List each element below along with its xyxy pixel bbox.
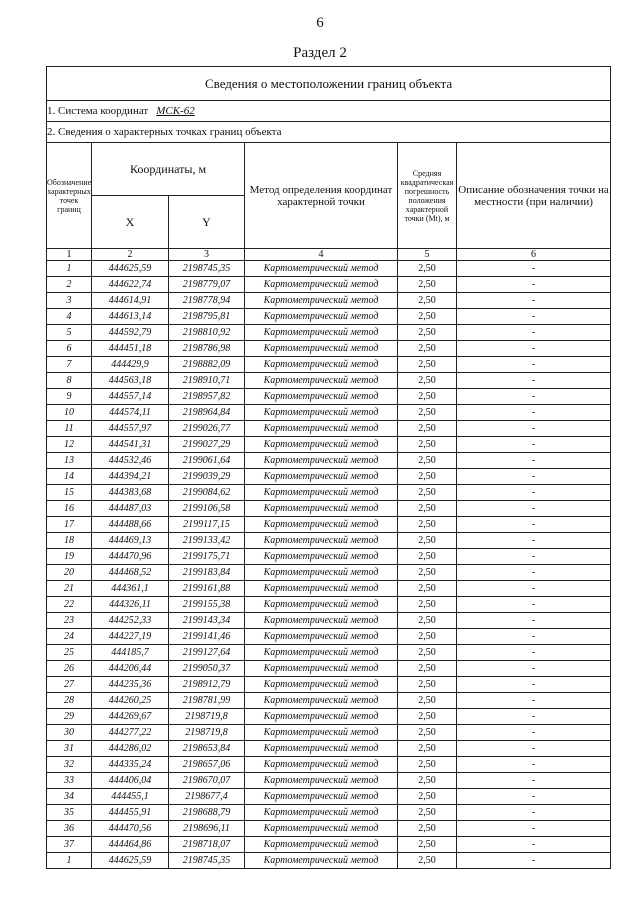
accuracy: 2,50 bbox=[398, 597, 457, 613]
header-point-label: Обозначение характерных точек границ bbox=[47, 143, 92, 249]
description: - bbox=[457, 357, 611, 373]
coord-x: 444563,18 bbox=[92, 373, 169, 389]
table-row bbox=[47, 629, 611, 645]
point-number: 20 bbox=[47, 565, 92, 581]
point-number: 33 bbox=[47, 773, 92, 789]
coord-x: 444326,11 bbox=[92, 597, 169, 613]
point-number: 19 bbox=[47, 549, 92, 565]
accuracy: 2,50 bbox=[398, 789, 457, 805]
coord-y: 2199127,64 bbox=[169, 645, 245, 661]
coord-x: 444614,91 bbox=[92, 293, 169, 309]
method: Картометрический метод bbox=[245, 469, 398, 485]
method: Картометрический метод bbox=[245, 549, 398, 565]
coord-x: 444532,46 bbox=[92, 453, 169, 469]
coord-x: 444286,02 bbox=[92, 741, 169, 757]
accuracy: 2,50 bbox=[398, 437, 457, 453]
method: Картометрический метод bbox=[245, 693, 398, 709]
point-number: 21 bbox=[47, 581, 92, 597]
coord-x: 444557,14 bbox=[92, 389, 169, 405]
table-row bbox=[47, 437, 611, 453]
table-row bbox=[47, 661, 611, 677]
table-row bbox=[47, 805, 611, 821]
description: - bbox=[457, 597, 611, 613]
method: Картометрический метод bbox=[245, 405, 398, 421]
method: Картометрический метод bbox=[245, 677, 398, 693]
description: - bbox=[457, 677, 611, 693]
point-number: 31 bbox=[47, 741, 92, 757]
coord-y: 2199175,71 bbox=[169, 549, 245, 565]
coord-x: 444470,56 bbox=[92, 821, 169, 837]
point-number: 35 bbox=[47, 805, 92, 821]
accuracy: 2,50 bbox=[398, 325, 457, 341]
coord-x: 444335,24 bbox=[92, 757, 169, 773]
table-row bbox=[47, 581, 611, 597]
coord-x: 444592,79 bbox=[92, 325, 169, 341]
method: Картометрический метод bbox=[245, 853, 398, 869]
point-number: 5 bbox=[47, 325, 92, 341]
table-row bbox=[47, 405, 611, 421]
coord-y: 2199050,37 bbox=[169, 661, 245, 677]
coord-x: 444574,11 bbox=[92, 405, 169, 421]
point-number: 36 bbox=[47, 821, 92, 837]
point-number: 15 bbox=[47, 485, 92, 501]
point-number: 29 bbox=[47, 709, 92, 725]
coord-y: 2198912,79 bbox=[169, 677, 245, 693]
coord-y: 2199141,46 bbox=[169, 629, 245, 645]
method: Картометрический метод bbox=[245, 485, 398, 501]
coord-y: 2199143,34 bbox=[169, 613, 245, 629]
coord-y: 2198696,11 bbox=[169, 821, 245, 837]
method: Картометрический метод bbox=[245, 805, 398, 821]
table-row bbox=[47, 469, 611, 485]
method: Картометрический метод bbox=[245, 773, 398, 789]
coord-y: 2198795,81 bbox=[169, 309, 245, 325]
method: Картометрический метод bbox=[245, 293, 398, 309]
table-row bbox=[47, 613, 611, 629]
coord-x: 444406,04 bbox=[92, 773, 169, 789]
accuracy: 2,50 bbox=[398, 853, 457, 869]
accuracy: 2,50 bbox=[398, 357, 457, 373]
coord-system-value: МСК-62 bbox=[156, 105, 195, 117]
accuracy: 2,50 bbox=[398, 501, 457, 517]
point-number: 6 bbox=[47, 341, 92, 357]
point-number: 18 bbox=[47, 533, 92, 549]
method: Картометрический метод bbox=[245, 581, 398, 597]
description: - bbox=[457, 517, 611, 533]
coord-y: 2199106,58 bbox=[169, 501, 245, 517]
method: Картометрический метод bbox=[245, 613, 398, 629]
description: - bbox=[457, 421, 611, 437]
accuracy: 2,50 bbox=[398, 421, 457, 437]
coord-y: 2199027,29 bbox=[169, 437, 245, 453]
accuracy: 2,50 bbox=[398, 533, 457, 549]
accuracy: 2,50 bbox=[398, 261, 457, 277]
description: - bbox=[457, 709, 611, 725]
coord-x: 444625,59 bbox=[92, 853, 169, 869]
accuracy: 2,50 bbox=[398, 709, 457, 725]
coord-y: 2199133,42 bbox=[169, 533, 245, 549]
coord-x: 444269,67 bbox=[92, 709, 169, 725]
column-index: 1 bbox=[47, 249, 92, 261]
method: Картометрический метод bbox=[245, 421, 398, 437]
description: - bbox=[457, 373, 611, 389]
table-row bbox=[47, 517, 611, 533]
accuracy: 2,50 bbox=[398, 757, 457, 773]
coord-y: 2198745,35 bbox=[169, 261, 245, 277]
column-index: 2 bbox=[92, 249, 169, 261]
coord-y: 2198957,82 bbox=[169, 389, 245, 405]
table-row bbox=[47, 693, 611, 709]
page-number: 6 bbox=[316, 15, 324, 31]
coord-x: 444464,86 bbox=[92, 837, 169, 853]
accuracy: 2,50 bbox=[398, 821, 457, 837]
accuracy: 2,50 bbox=[398, 629, 457, 645]
column-index: 3 bbox=[169, 249, 245, 261]
point-number: 13 bbox=[47, 453, 92, 469]
coord-x: 444227,19 bbox=[92, 629, 169, 645]
point-number: 1 bbox=[47, 853, 92, 869]
description: - bbox=[457, 581, 611, 597]
table-row bbox=[47, 389, 611, 405]
description: - bbox=[457, 757, 611, 773]
description: - bbox=[457, 693, 611, 709]
accuracy: 2,50 bbox=[398, 453, 457, 469]
header-coords: Координаты, м bbox=[92, 143, 245, 196]
header-y: Y bbox=[169, 196, 245, 249]
table-row bbox=[47, 421, 611, 437]
accuracy: 2,50 bbox=[398, 741, 457, 757]
method: Картометрический метод bbox=[245, 645, 398, 661]
coord-y: 2198779,07 bbox=[169, 277, 245, 293]
accuracy: 2,50 bbox=[398, 805, 457, 821]
coord-x: 444361,1 bbox=[92, 581, 169, 597]
method: Картометрический метод bbox=[245, 789, 398, 805]
coord-y: 2198786,98 bbox=[169, 341, 245, 357]
table-row bbox=[47, 773, 611, 789]
coord-x: 444252,33 bbox=[92, 613, 169, 629]
coord-y: 2198670,07 bbox=[169, 773, 245, 789]
header-method: Метод определения координат характерной точки bbox=[245, 143, 398, 249]
coord-y: 2199039,29 bbox=[169, 469, 245, 485]
coord-x: 444394,21 bbox=[92, 469, 169, 485]
point-number: 1 bbox=[47, 261, 92, 277]
description: - bbox=[457, 773, 611, 789]
accuracy: 2,50 bbox=[398, 293, 457, 309]
column-index-row bbox=[47, 249, 611, 261]
point-number: 37 bbox=[47, 837, 92, 853]
column-index: 5 bbox=[398, 249, 457, 261]
table-row bbox=[47, 741, 611, 757]
table-row bbox=[47, 853, 611, 869]
coord-x: 444470,96 bbox=[92, 549, 169, 565]
coord-y: 2198781,99 bbox=[169, 693, 245, 709]
column-index: 4 bbox=[245, 249, 398, 261]
point-number: 32 bbox=[47, 757, 92, 773]
coord-y: 2199084,62 bbox=[169, 485, 245, 501]
table-row bbox=[47, 837, 611, 853]
coord-y: 2198653,84 bbox=[169, 741, 245, 757]
description: - bbox=[457, 837, 611, 853]
table-row bbox=[47, 533, 611, 549]
coord-y: 2198778,94 bbox=[169, 293, 245, 309]
accuracy: 2,50 bbox=[398, 405, 457, 421]
coord-y: 2198719,8 bbox=[169, 709, 245, 725]
description: - bbox=[457, 645, 611, 661]
point-number: 14 bbox=[47, 469, 92, 485]
description: - bbox=[457, 853, 611, 869]
description: - bbox=[457, 789, 611, 805]
point-number: 24 bbox=[47, 629, 92, 645]
coord-x: 444613,14 bbox=[92, 309, 169, 325]
coord-system-row bbox=[47, 101, 611, 122]
coord-x: 444469,13 bbox=[92, 533, 169, 549]
table-row bbox=[47, 485, 611, 501]
table-row bbox=[47, 789, 611, 805]
point-number: 25 bbox=[47, 645, 92, 661]
coord-x: 444488,66 bbox=[92, 517, 169, 533]
coord-y: 2199155,38 bbox=[169, 597, 245, 613]
accuracy: 2,50 bbox=[398, 549, 457, 565]
accuracy: 2,50 bbox=[398, 725, 457, 741]
coord-y: 2198719,8 bbox=[169, 725, 245, 741]
coord-y: 2198882,09 bbox=[169, 357, 245, 373]
accuracy: 2,50 bbox=[398, 565, 457, 581]
method: Картометрический метод bbox=[245, 501, 398, 517]
table-row bbox=[47, 645, 611, 661]
point-number: 10 bbox=[47, 405, 92, 421]
coord-y: 2198964,84 bbox=[169, 405, 245, 421]
description: - bbox=[457, 309, 611, 325]
table-row bbox=[47, 725, 611, 741]
accuracy: 2,50 bbox=[398, 373, 457, 389]
table-row bbox=[47, 709, 611, 725]
method: Картометрический метод bbox=[245, 517, 398, 533]
description: - bbox=[457, 389, 611, 405]
description: - bbox=[457, 325, 611, 341]
accuracy: 2,50 bbox=[398, 277, 457, 293]
method: Картометрический метод bbox=[245, 597, 398, 613]
description: - bbox=[457, 453, 611, 469]
accuracy: 2,50 bbox=[398, 389, 457, 405]
header-accuracy: Средняя квадратическая погрешность положения характерной точки (Mt), м bbox=[398, 143, 457, 249]
method: Картометрический метод bbox=[245, 453, 398, 469]
boundary-table bbox=[46, 66, 611, 869]
section-title: Раздел 2 bbox=[293, 45, 347, 61]
table-row bbox=[47, 757, 611, 773]
coord-x: 444487,03 bbox=[92, 501, 169, 517]
coord-x: 444557,97 bbox=[92, 421, 169, 437]
method: Картометрический метод bbox=[245, 309, 398, 325]
point-number: 2 bbox=[47, 277, 92, 293]
table-row bbox=[47, 453, 611, 469]
accuracy: 2,50 bbox=[398, 773, 457, 789]
description: - bbox=[457, 565, 611, 581]
description: - bbox=[457, 549, 611, 565]
accuracy: 2,50 bbox=[398, 661, 457, 677]
point-number: 26 bbox=[47, 661, 92, 677]
point-number: 8 bbox=[47, 373, 92, 389]
method: Картометрический метод bbox=[245, 661, 398, 677]
header-description: Описание обозначения точки на местности (при наличии) bbox=[457, 143, 611, 249]
coord-x: 444429,9 bbox=[92, 357, 169, 373]
accuracy: 2,50 bbox=[398, 645, 457, 661]
header-x: X bbox=[92, 196, 169, 249]
coord-x: 444277,22 bbox=[92, 725, 169, 741]
accuracy: 2,50 bbox=[398, 517, 457, 533]
table-row bbox=[47, 549, 611, 565]
table-row bbox=[47, 261, 611, 277]
table-row bbox=[47, 277, 611, 293]
coord-x: 444206,44 bbox=[92, 661, 169, 677]
coord-x: 444541,31 bbox=[92, 437, 169, 453]
table-row bbox=[47, 325, 611, 341]
coord-y: 2198810,92 bbox=[169, 325, 245, 341]
coord-y: 2198745,35 bbox=[169, 853, 245, 869]
coord-y: 2199183,84 bbox=[169, 565, 245, 581]
method: Картометрический метод bbox=[245, 629, 398, 645]
table-row bbox=[47, 373, 611, 389]
coord-y: 2199117,15 bbox=[169, 517, 245, 533]
coord-x: 444451,18 bbox=[92, 341, 169, 357]
point-number: 17 bbox=[47, 517, 92, 533]
point-number: 27 bbox=[47, 677, 92, 693]
table-row bbox=[47, 357, 611, 373]
accuracy: 2,50 bbox=[398, 613, 457, 629]
description: - bbox=[457, 485, 611, 501]
accuracy: 2,50 bbox=[398, 309, 457, 325]
point-number: 28 bbox=[47, 693, 92, 709]
accuracy: 2,50 bbox=[398, 341, 457, 357]
coord-system-label: 1. Система координат bbox=[47, 105, 149, 117]
accuracy: 2,50 bbox=[398, 581, 457, 597]
method: Картометрический метод bbox=[245, 709, 398, 725]
coord-y: 2199161,88 bbox=[169, 581, 245, 597]
coord-y: 2199061,64 bbox=[169, 453, 245, 469]
coord-x: 444235,36 bbox=[92, 677, 169, 693]
method: Картометрический метод bbox=[245, 261, 398, 277]
table-title: Сведения о местоположении границ объекта bbox=[47, 67, 611, 101]
description: - bbox=[457, 501, 611, 517]
coord-x: 444455,1 bbox=[92, 789, 169, 805]
point-number: 30 bbox=[47, 725, 92, 741]
coord-y: 2198718,07 bbox=[169, 837, 245, 853]
coord-y: 2198657,06 bbox=[169, 757, 245, 773]
method: Картометрический метод bbox=[245, 741, 398, 757]
table-row bbox=[47, 309, 611, 325]
point-number: 9 bbox=[47, 389, 92, 405]
description: - bbox=[457, 741, 611, 757]
point-number: 16 bbox=[47, 501, 92, 517]
point-number: 3 bbox=[47, 293, 92, 309]
accuracy: 2,50 bbox=[398, 485, 457, 501]
description: - bbox=[457, 613, 611, 629]
table-row bbox=[47, 597, 611, 613]
accuracy: 2,50 bbox=[398, 837, 457, 853]
method: Картометрический метод bbox=[245, 837, 398, 853]
method: Картометрический метод bbox=[245, 533, 398, 549]
point-number: 22 bbox=[47, 597, 92, 613]
method: Картометрический метод bbox=[245, 341, 398, 357]
accuracy: 2,50 bbox=[398, 677, 457, 693]
table-row bbox=[47, 293, 611, 309]
point-number: 7 bbox=[47, 357, 92, 373]
description: - bbox=[457, 725, 611, 741]
table-row bbox=[47, 821, 611, 837]
table-row bbox=[47, 341, 611, 357]
description: - bbox=[457, 533, 611, 549]
accuracy: 2,50 bbox=[398, 469, 457, 485]
coord-y: 2199026,77 bbox=[169, 421, 245, 437]
method: Картометрический метод bbox=[245, 565, 398, 581]
coord-x: 444622,74 bbox=[92, 277, 169, 293]
coord-x: 444468,52 bbox=[92, 565, 169, 581]
point-number: 12 bbox=[47, 437, 92, 453]
description: - bbox=[457, 805, 611, 821]
description: - bbox=[457, 261, 611, 277]
point-number: 23 bbox=[47, 613, 92, 629]
coord-y: 2198910,71 bbox=[169, 373, 245, 389]
method: Картометрический метод bbox=[245, 757, 398, 773]
method: Картометрический метод bbox=[245, 389, 398, 405]
description: - bbox=[457, 821, 611, 837]
description: - bbox=[457, 277, 611, 293]
point-number: 4 bbox=[47, 309, 92, 325]
accuracy: 2,50 bbox=[398, 693, 457, 709]
coord-y: 2198688,79 bbox=[169, 805, 245, 821]
description: - bbox=[457, 293, 611, 309]
coord-y: 2198677,4 bbox=[169, 789, 245, 805]
method: Картометрический метод bbox=[245, 437, 398, 453]
coord-x: 444625,59 bbox=[92, 261, 169, 277]
table-row bbox=[47, 565, 611, 581]
method: Картометрический метод bbox=[245, 725, 398, 741]
points-heading: 2. Сведения о характерных точках границ объекта bbox=[47, 122, 611, 143]
description: - bbox=[457, 661, 611, 677]
coord-x: 444185,7 bbox=[92, 645, 169, 661]
method: Картометрический метод bbox=[245, 821, 398, 837]
method: Картометрический метод bbox=[245, 373, 398, 389]
point-number: 11 bbox=[47, 421, 92, 437]
coord-x: 444260,25 bbox=[92, 693, 169, 709]
coord-x: 444383,68 bbox=[92, 485, 169, 501]
description: - bbox=[457, 469, 611, 485]
description: - bbox=[457, 629, 611, 645]
column-index: 6 bbox=[457, 249, 611, 261]
method: Картометрический метод bbox=[245, 325, 398, 341]
point-number: 34 bbox=[47, 789, 92, 805]
coord-x: 444455,91 bbox=[92, 805, 169, 821]
table-row bbox=[47, 677, 611, 693]
method: Картометрический метод bbox=[245, 357, 398, 373]
description: - bbox=[457, 437, 611, 453]
description: - bbox=[457, 341, 611, 357]
method: Картометрический метод bbox=[245, 277, 398, 293]
table-row bbox=[47, 501, 611, 517]
description: - bbox=[457, 405, 611, 421]
